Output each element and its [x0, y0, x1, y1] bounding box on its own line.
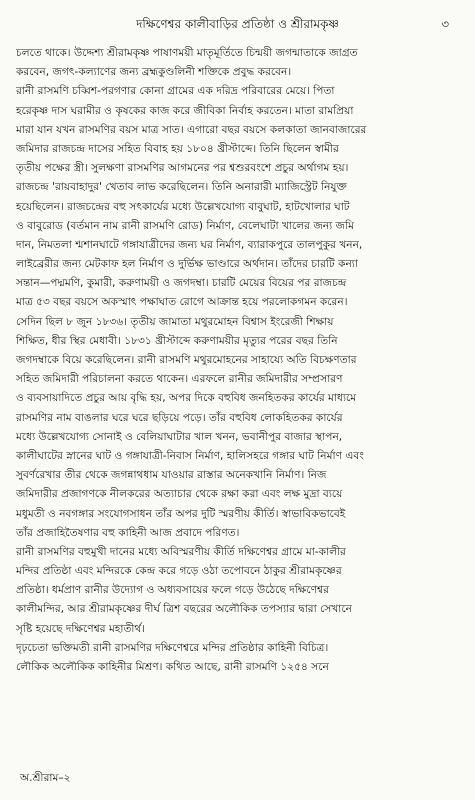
text-line: মধুমতী ও নবগঙ্গার সংযোগসাধন তাঁর অপর দুটি স্মরণীয় কীর্তি। স্বাভাবিকভাবেই: [16, 507, 346, 520]
text-line: হরেকৃষ্ণ দাস ঘরামীর ও কৃষকের কাজ করে জীবিকা নির্বাহ করতেন। মাতা রামপ্রিয়া: [16, 104, 354, 117]
text-line: করবেন, জগৎ-কল্যাণের জন্য ব্রহ্মকুণ্ডলিনী শক্তিকে প্রবুদ্ধ করবেন।: [16, 66, 292, 79]
text-line: রানী রাসমণি চব্বিশ-পরগণার কোনা গ্রামের এক দরিদ্র পরিবারের মেয়ে। পিতা: [16, 85, 335, 98]
text-line: মারা যান যখন রাসমণির বয়স মাত্র সাত। এগারো বছর বয়সে কলকাতা জানবাজারের: [16, 123, 367, 136]
text-line: মধ্যে উল্লেখযোগ্য সোনাই ও বেলিয়াঘাটার খাল খনন, ভবানীপুর বাজার স্থাপন,: [16, 430, 343, 443]
text-line: সেদিন ছিল ৮ জুন ১৮৩৬। তৃতীয় জামাতা মথুরমোহন বিশ্বাস ইংরেজী শিক্ষায়: [16, 315, 334, 328]
text-line: কালীমন্দির, আর শ্রীরামকৃষ্ণের দীর্ঘ ত্রিশ বছরের অলৌকিক তপস্যার দ্বারা সেখানে: [16, 603, 352, 616]
text-line: দান, নিমতলা শ্মশানঘাটে গঙ্গাযাত্রীদের জন্য ঘর নির্মাণ, ব্যারাকপুরে তালপুকুর খনন,: [16, 238, 363, 251]
text-line: সুবর্ণরেখার তীর থেকে জগন্নাথধাম যাওয়ার রাস্তার অনেকখানি নির্মাণ। নিজ: [16, 469, 327, 482]
text-line: জমিদারীর প্রজাগণকে নীলকরের অত্যাচার থেকে রক্ষা করা এবং লক্ষ মুদ্রা ব্যয়ে: [16, 488, 343, 501]
text-line: প্রতিষ্ঠা। ধর্মপ্রাণ রানীর উদ্যোগ ও অধ্যবসায়ের ফলে গড়ে উঠেছে দক্ষিণেশ্বর: [16, 584, 329, 597]
text-line: চলতে থাকে। উদ্দেশ্য শ্রীরামকৃষ্ণ পাষাণময়ী মাতৃমূর্তিতে চিন্ময়ী জগন্মাতাকে জাগ্রত: [16, 47, 358, 59]
text-line: ও বাবুরোড (বর্তমান নাম রানী রাসমণি রোড) নির্মাণ, বেলেঘাটা খালের জন্য জমি: [16, 219, 354, 232]
text-line: কালীঘাটের স্নানের ঘাট ও গঙ্গাযাত্রী-নিবাস নির্মাণ, হালিসহরে গঙ্গার ঘাট নির্মাণ এবং: [16, 449, 364, 462]
text-line: মাত্র ৫৩ বছর বয়সে অকস্মাৎ পক্ষাঘাত রোগে আক্রান্ত হয়ে পরলোকগমন করেন।: [16, 296, 348, 309]
running-title: দক্ষিণেশ্বর কালীবাড়ির প্রতিষ্ঠা ও শ্রীরামকৃষ্ণ: [136, 17, 339, 31]
text-line: দৃঢ়চেতা ভক্তিমতী রানী রাসমণির দক্ষিণেশ্বরে মন্দির প্রতিষ্ঠার কাহিনী বিচিত্র।: [16, 641, 329, 654]
text-line: রাসমণির নাম বাঙলার ঘরে ঘরে ছড়িয়ে পড়ে। তাঁর বহুবিধ লোকহিতকর কার্যের: [16, 411, 343, 424]
text-line: তাঁর প্রজাহিতৈষণার বহু কাহিনী আজ প্রবাদে পরিণত।: [16, 526, 240, 539]
text-line: মন্দির প্রতিষ্ঠা এবং মন্দিরকে কেন্দ্র করে গড়ে ওঠা তপোবনে ঠাকুর শ্রীরামকৃষ্ণের: [16, 565, 342, 578]
body-text: [16, 44, 458, 677]
text-line: তৃতীয় পক্ষের স্ত্রী। সুলক্ষণা রাসমণির আগমনের পর শ্বশুরবংশে প্রচুর অর্থাগম হয়।: [16, 162, 349, 175]
text-line: জমিদার রাজচন্দ্র দাসের সহিত বিবাহ হয় ১৮০৪ খ্রীস্টাব্দে। তিনি ছিলেন স্বামীর: [16, 142, 339, 155]
text-line: শিক্ষিত, ধীর স্থির মেধাবী। ১৮৩১ খ্রীস্টাব্দে করুণাময়ীর মৃত্যুর পরের বছর তিনি: [16, 334, 338, 347]
text-line: রাজচন্দ্র 'রায়বাহাদুর' খেতাব লাভ করেছিলেন। তিনি অনারারী ম্যাজিস্ট্রেট নিযুক্ত: [16, 181, 347, 194]
text-line: হয়েছিলেন। রাজচন্দ্রের বহু সৎকার্যের মধ্যে উল্লেখযোগ্য বাবুঘাট, হাটখোলার ঘাট: [16, 200, 350, 213]
text-line: লৌকিক অলৌকিক কাহিনীর মিশ্রণ। কথিত আছে, রানী রাসমণি ১২৫৪ সনে: [16, 661, 329, 673]
text-line: রানী রাসমণির বহুমুখী দানের মধ্যে অবিস্মরণীয় কীর্তি দক্ষিণেশ্বর গ্রামে মা-কালীর: [16, 545, 346, 558]
text-line: সহিত জমিদারী পরিচালনা করতে থাকেন। এরফলে রানীর জমিদারীর সম্প্রসারণ: [16, 373, 343, 386]
text-line: লাইব্রেরীর জন্য মেটকাফ হল নির্মাণ ও দুর্ভিক্ষ ভাণ্ডারে অর্থদান। তাঁদের চারটি কন্যা: [16, 258, 358, 271]
text-line: ও ব্যবসায়াদিতে প্রচুর আয় বৃদ্ধি হয়, অপর দিকে বহুবিধ জনহিতকর কার্যের মাধ্যমে: [16, 392, 357, 405]
page-number: ৩: [441, 17, 449, 31]
text-line: সন্তান—পদ্মমণি, কুমারী, করুণাময়ী ও জগদম্বা। চারটি মেয়ের বিয়ের পর রাজচন্দ্র: [16, 277, 347, 290]
text-line: সৃষ্টি হয়েছে দক্ষিণেশ্বর মহাতীর্থ।: [16, 622, 146, 635]
signature-mark: অ.শ্রীরাম–২: [20, 772, 71, 784]
text-line: জগদম্বাকে বিয়ে করেছিলেন। রানী রাসমণি মথুরমোহনের সাহায্যে অতি বিচক্ষণতার: [16, 354, 357, 366]
